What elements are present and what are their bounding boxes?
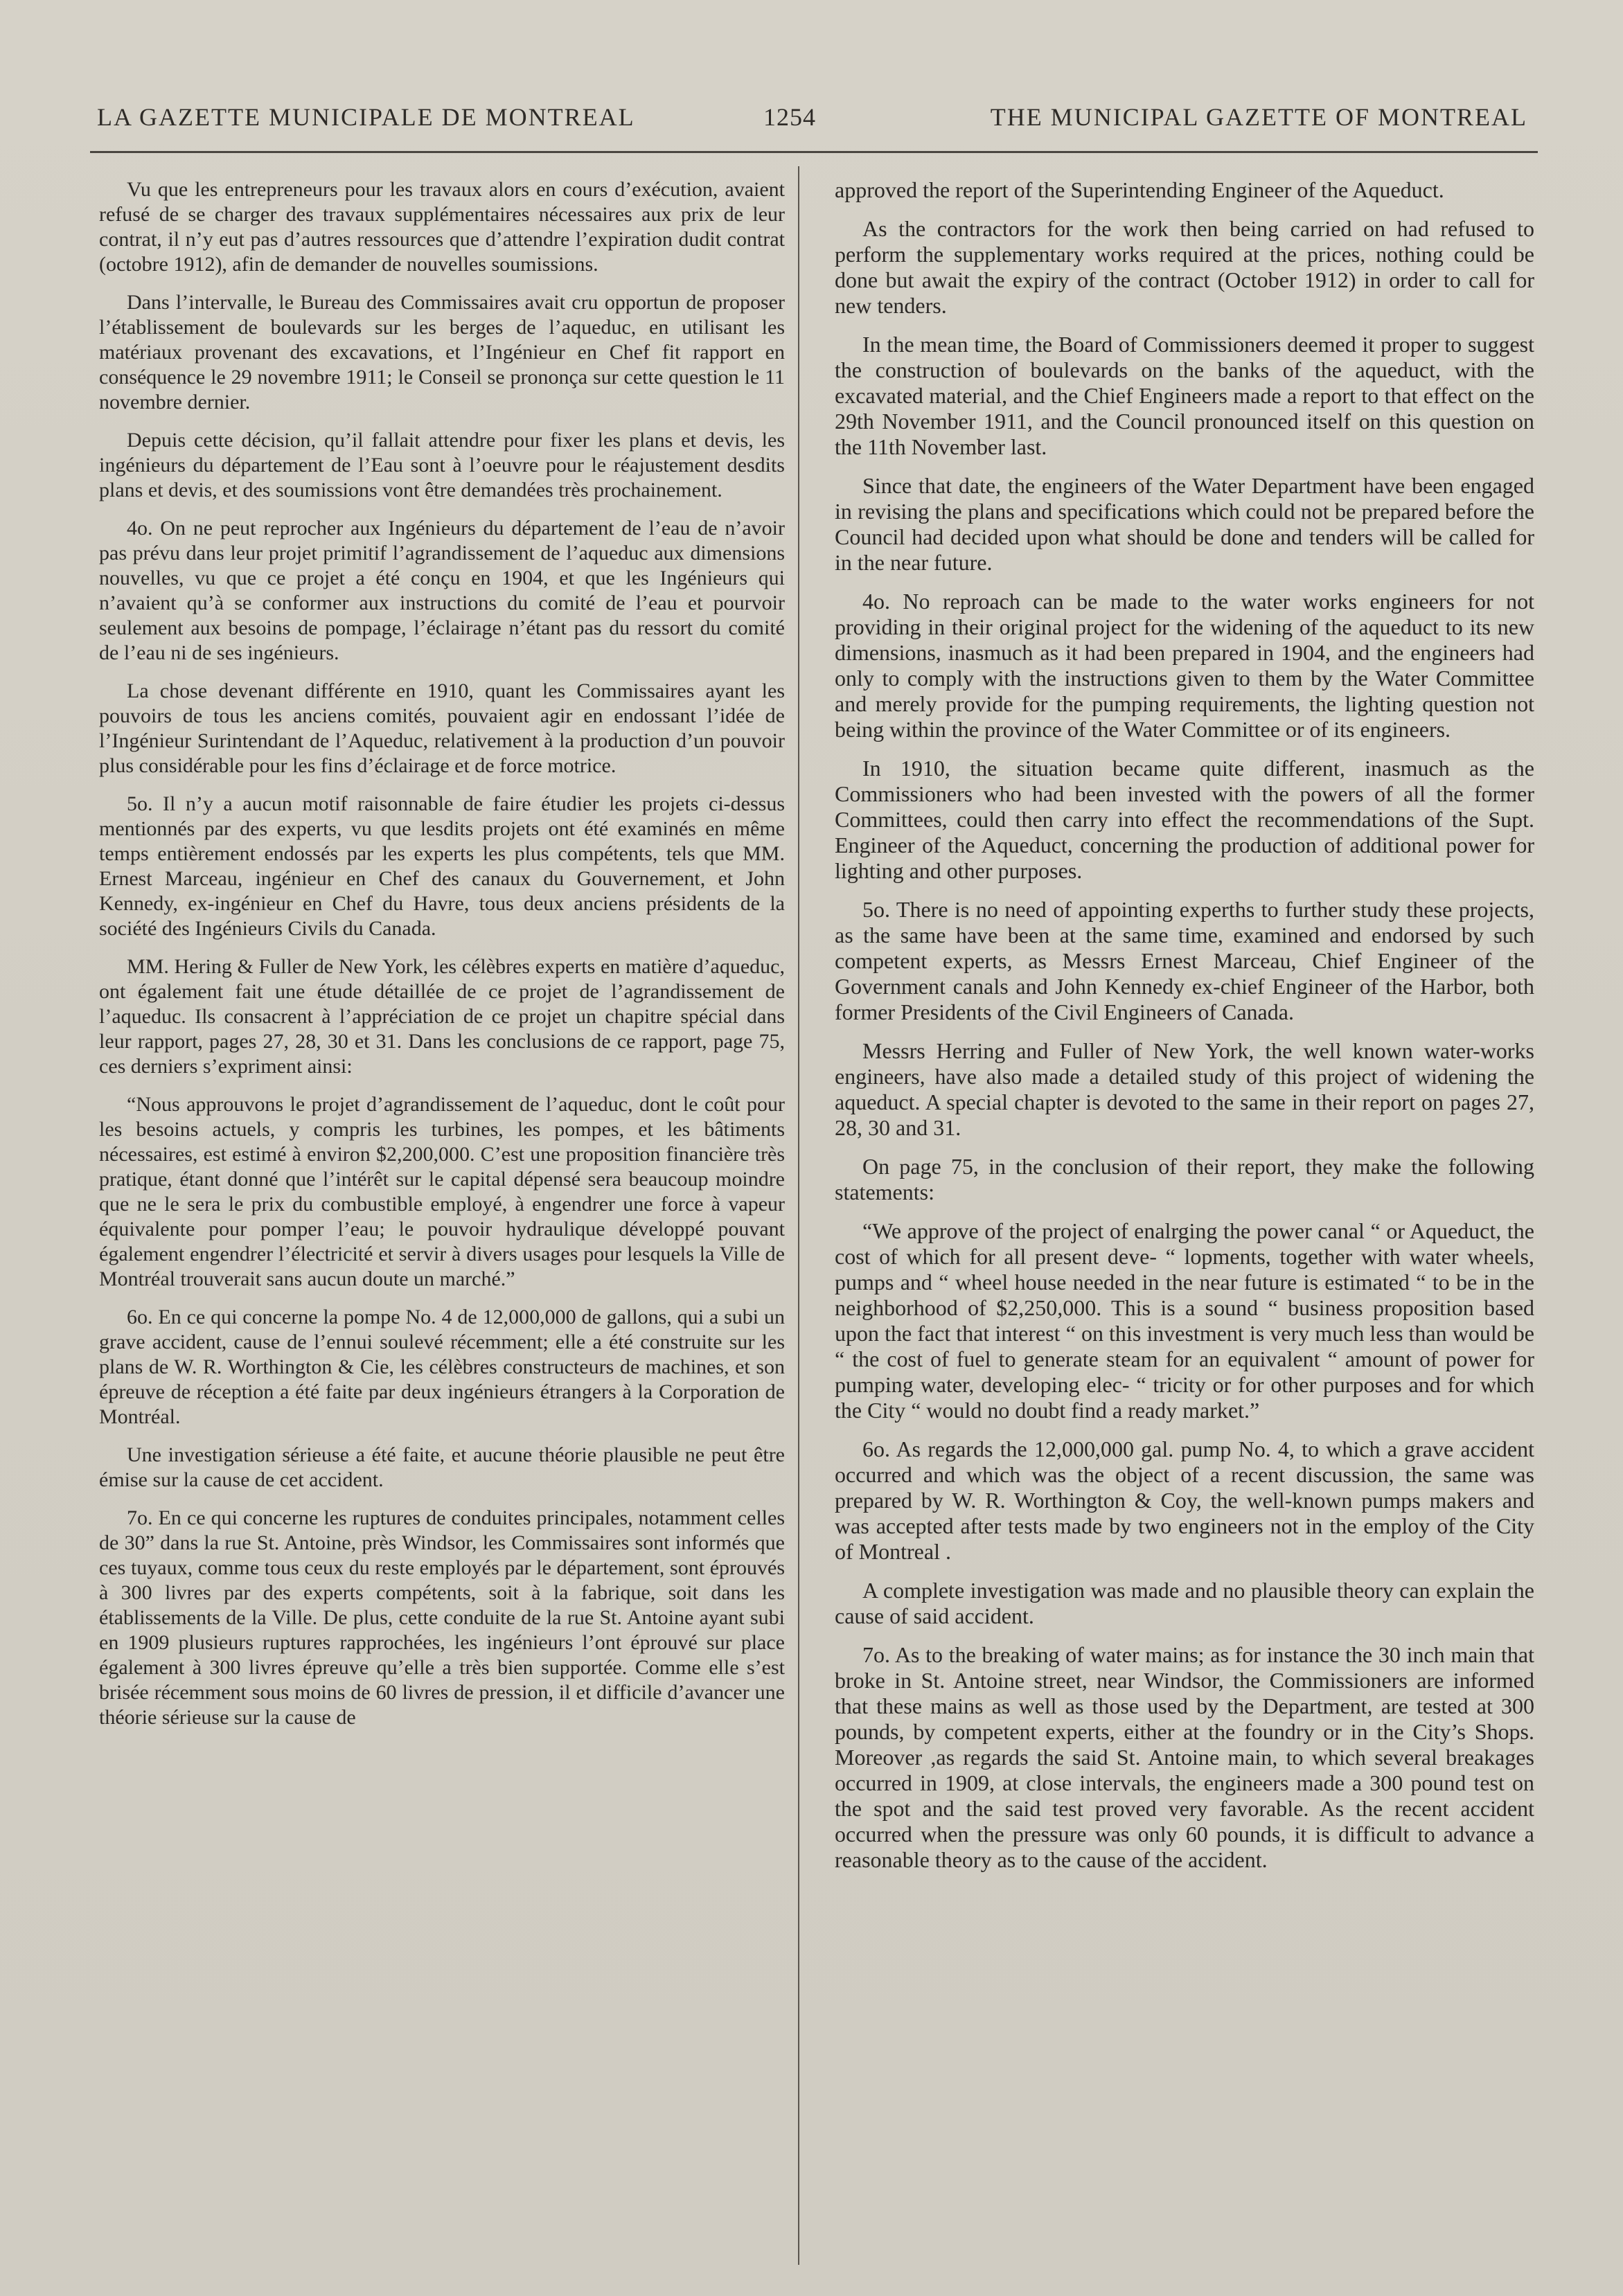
fr-paragraph: Une investigation sérieuse a été faite, et aucune théorie plausible ne peut être émise sur la cause de cet accident.: [99, 1443, 785, 1491]
page-header: [97, 103, 1527, 137]
en-paragraph: In 1910, the situation became quite different, inasmuch as the Commissioners who had been invested with the powers of all the former Committees, could then carry into effect the recommendations of the Supt. Engineer of the Aqueduct, concerning the production of additional power for lighting and other purposes.: [835, 756, 1534, 883]
en-paragraph: 4o. No reproach can be made to the water works engineers for not providing in their original project for the widening of the aqueduct to its new dimensions, inasmuch as it had been prepared in 1904, and the engineers had only to comply with the instructions given to them by the Water Committee and merely provide for the pumping requirements, the lighting question not being within the province of the Water Committee or of its engineers.: [835, 589, 1534, 742]
en-paragraph: 7o. As to the breaking of water mains; as for instance the 30 inch main that broke in St. Antoine street, near Windsor, the Commissioners are informed that these mains as well as those used by the Department, are tested at 300 pounds, by competent experts, either at the foundry or in the City’s Shops. Moreover ,as regards the said St. Antoine main, to which several breakages occurred in 1909, at close intervals, the engineers made a 300 pound test on the spot and the said test proved very favorable. As the recent accident occurred when the pressure was only 60 pounds, it is difficult to advance a reasonable theory as to the cause of the accident.: [835, 1642, 1534, 1872]
en-paragraph: approved the report of the Superintending Engineer of the Aqueduct.: [835, 177, 1444, 202]
en-paragraph: Since that date, the engineers of the Water Department have been engaged in revising the plans and specifications which could not be prepared before the Council had decided upon what should be done and tenders will be called for in the near future.: [835, 473, 1534, 575]
en-paragraph: Messrs Herring and Fuller of New York, the well known water-works engineers, have also made a detailed study of this project of widening the aqueduct. A special chapter is devoted to the same in their report on pages 27, 28, 30 and 31.: [835, 1038, 1534, 1140]
fr-paragraph: MM. Hering & Fuller de New York, les célèbres experts en matière d’aqueduc, ont également fait une étude détaillée de ce projet de l’agrandissement de l’aqueduc. Ils consacrent à l’appréciation de ce projet un chapitre spécial dans leur rapport, pages 27, 28, 30 et 31. Dans les conclusions de ce rapport, page 75, ces derniers s’expriment ainsi:: [99, 955, 785, 1078]
en-paragraph: 5o. There is no need of appointing experths to further study these projects, as the same have been at the same time, examined and endorsed by such competent experts, as Messrs Ernest Marceau, Chief Engineer of the Government canals and John Kennedy ex-chief Engineer of the Harbor, both former Presidents of the Civil Engineers of Canada.: [835, 897, 1534, 1024]
fr-paragraph: 4o. On ne peut reprocher aux Ingénieurs du département de l’eau de n’avoir pas prévu dans leur projet primitif l’agrandissement de l’aqueduc aux dimensions nouvelles, vu que ce projet a été conçu en 1904, et que les Ingénieurs qui n’avaient qu’à se conformer aux instructions du comité de l’eau et pourvoir seulement aux besoins de pompage, l’éclairage n’étant pas du ressort du comité de l’eau ni de ses ingénieurs.: [99, 517, 785, 664]
fr-paragraph: Depuis cette décision, qu’il fallait attendre pour fixer les plans et devis, les ingénieurs du département de l’Eau sont à l’oeuvre pour le réajustement desdits plans et devis, et des soumissions vont être demandées très prochainement.: [99, 429, 785, 501]
page-number: 1254: [763, 103, 816, 131]
en-paragraph: A complete investigation was made and no plausible theory can explain the cause of said accident.: [835, 1578, 1534, 1628]
fr-paragraph: Dans l’intervalle, le Bureau des Commissaires avait cru opportun de proposer l’établissement de boulevards sur les berges de l’aqueduc, en utilisant les matériaux provenant des excavations, et l’Ingénieur en Chef fit rapport en conséquence le 29 novembre 1911; le Conseil se prononça sur cette question le 11 novembre dernier.: [99, 291, 785, 413]
header-english-title: THE MUNICIPAL GAZETTE OF MONTREAL: [990, 103, 1527, 131]
fr-paragraph: Vu que les entrepreneurs pour les travaux alors en cours d’exécution, avaient refusé de se charger des travaux supplémentaires nécessaires aux prix de leur contrat, il n’y eut pas d’autres ressources que d’attendre l’expiration dudit contrat (octobre 1912), afin de demander de nouvelles soumissions.: [99, 178, 785, 276]
en-quote: “We approve of the project of enalrging the power canal “ or Aqueduct, the cost of which for all present deve- “ lopments, together with water wheels, pumps and “ wheel house needed in the near future is estimated “ to be in the neighborhood of $2,250,000. This is a sound “ business proposition based upon the fact that interest “ on this investment is very much less than would be “ the cost of fuel to generate steam for an equivalent “ amount of power for pumping water, developing elec- “ tricity or for other purposes and for which the City “ would no doubt find a ready market.”: [835, 1218, 1534, 1423]
en-paragraph: 6o. As regards the 12,000,000 gal. pump No. 4, to which a grave accident occurred and which was the object of a recent discussion, the same was prepared by W. R. Worthington & Coy, the well-known pumps makers and was accepted after tests made by two engineers not in the employ of the City of Montreal .: [835, 1436, 1534, 1564]
fr-paragraph: La chose devenant différente en 1910, quant les Commissaires ayant les pouvoirs de tous les anciens comités, pouvaient agir en endossant l’idée de l’Ingénieur Surintendant de l’Aqueduc, relativement à la production d’un pouvoir plus considérable pour les fins d’éclairage et de force motrice.: [99, 679, 785, 777]
fr-paragraph: 7o. En ce qui concerne les ruptures de conduites principales, notamment celles de 30” dans la rue St. Antoine, près Windsor, les Commissaires sont informés que ces tuyaux, comme tous ceux du reste employés par le département, sont éprouvés à 300 livres par des experts compétents, soit à la fabrique, soit dans les établissements de la Ville. De plus, cette conduite de la rue St. Antoine ayant subi en 1909 plusieurs ruptures rapprochées, les ingénieurs l’ont éprouvé sur place également à 300 livres épreuve qu’elle a très bien supportée. Comme elle s’est brisée récemment sous moins de 60 livres de pression, il et difficile d’avancer une théorie sérieuse sur la cause de: [99, 1506, 785, 1729]
en-paragraph: On page 75, in the conclusion of their report, they make the following statements:: [835, 1154, 1534, 1204]
french-column: [99, 177, 785, 2269]
header-rule: [90, 151, 1538, 153]
fr-quote: “Nous approuvons le projet d’agrandissement de l’aqueduc, dont le coût pour les besoins actuels, y compris les turbines, les pompes, et les bâtiments nécessaires, est estimé à environ $2,200,000. C’est une proposition financière très pratique, étant donné que l’intérêt sur le capital dépensé sera beaucoup moindre que ne le sera le prix du combustible employé, à engendrer une force à vapeur équivalente pour pomper l’eau; le pouvoir hydraulique développé pouvant également engendrer l’électricité et servir à divers usages pour lesquels la Ville de Montréal trouverait sans aucun doute un marché.”: [99, 1093, 785, 1290]
header-french-title: LA GAZETTE MUNICIPALE DE MONTREAL: [97, 103, 635, 131]
english-column: [835, 177, 1534, 2269]
en-paragraph: In the mean time, the Board of Commissioners deemed it proper to suggest the construction of boulevards on the banks of the aqueduct, with the excavated material, and the Chief Engineers made a report to that effect on the 29th November 1911, and the Council pronounced itself on this question on the 11th November last.: [835, 332, 1534, 459]
fr-paragraph: 6o. En ce qui concerne la pompe No. 4 de 12,000,000 de gallons, qui a subi un grave accident, cause de l’ennui soulevé récemment; elle a été construite sur les plans de W. R. Worthington & Cie, les célèbres constructeurs de machines, et son épreuve de réception a été faite par deux ingénieurs étrangers à la Corporation de Montréal.: [99, 1306, 785, 1428]
fr-paragraph: 5o. Il n’y a aucun motif raisonnable de faire étudier les projets ci-dessus mentionnés par des experts, vu que lesdits projets ont été examinés en même temps entièrement endossés par les experts les plus compétents, tels que MM. Ernest Marceau, ingénieur en Chef des canaux du Gouvernement, et John Kennedy, ex-ingénieur en Chef du Havre, tous deux anciens présidents de la société des Ingénieurs Civils du Canada.: [99, 792, 785, 940]
en-paragraph: As the contractors for the work then being carried on had refused to perform the supplementary works required at the prices, nothing could be done but await the expiry of the contract (October 1912) in order to call for new tenders.: [835, 216, 1534, 318]
column-divider: [798, 166, 799, 2265]
